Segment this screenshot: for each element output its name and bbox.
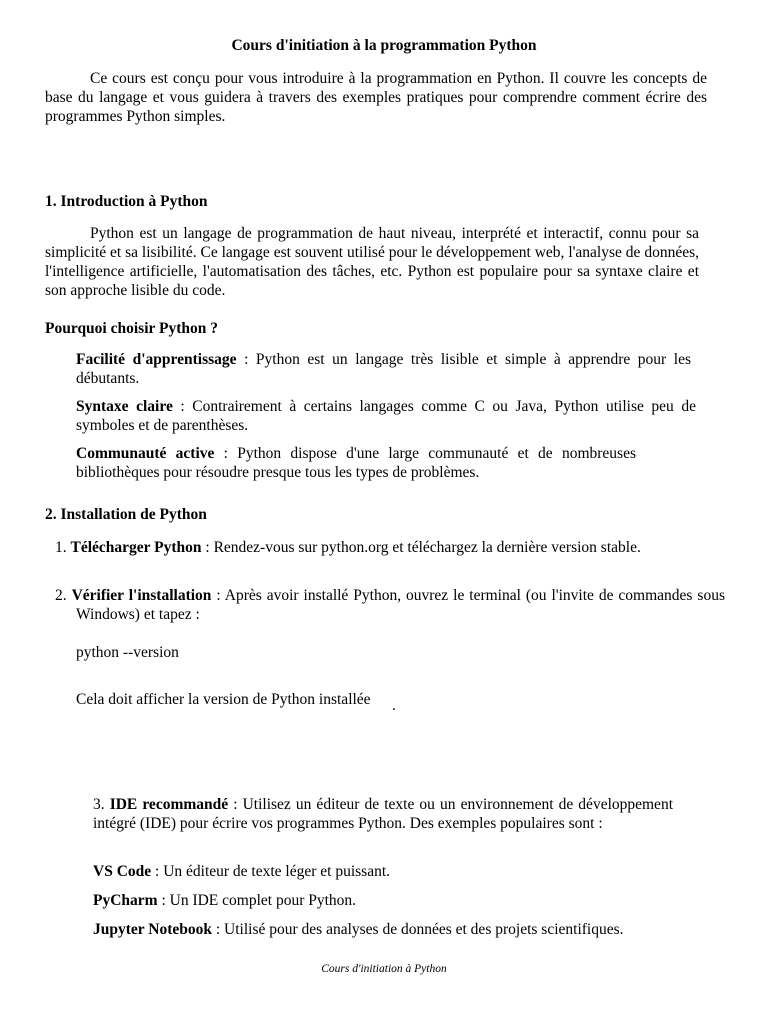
version-result-text: Cela doit afficher la version de Python installée (76, 691, 371, 708)
reason-text: : Python est un langage très lisible et simple à apprendre pour les débutants. (76, 351, 691, 387)
page-footer: Cours d'initiation à Python (321, 963, 447, 975)
ide-item (93, 920, 673, 939)
install-step (55, 538, 723, 557)
ide-term: VS Code (93, 863, 152, 880)
reason-term: Facilité d'apprentissage (76, 351, 237, 368)
step-number: 3. (93, 796, 105, 813)
install-step (93, 795, 673, 833)
reason-text: : Contrairement à certains langages comme C ou Java, Python utilise peu de symboles et de parenthèses. (76, 398, 696, 434)
install-step (55, 586, 725, 624)
document-title: Cours d'initiation à la programmation Python (231, 37, 537, 54)
why-python-heading: Pourquoi choisir Python ? (45, 320, 218, 337)
ide-text: : Un éditeur de texte léger et puissant. (151, 863, 391, 880)
step-number: 1. (55, 539, 67, 556)
reason-term: Syntaxe claire (76, 398, 173, 415)
version-result-period: . (392, 697, 396, 714)
step-text: : Rendez-vous sur python.org et téléchargez la dernière version stable. (201, 539, 641, 556)
version-command: python --version (76, 644, 179, 661)
ide-item (93, 891, 673, 910)
reason-term: Communauté active (76, 445, 215, 462)
ide-text: : Utilisé pour des analyses de données et des projets scientifiques. (211, 921, 624, 938)
section2-heading: 2. Installation de Python (45, 506, 207, 523)
step-term: Vérifier l'installation (71, 587, 212, 604)
step-text: : Après avoir installé Python, ouvrez le terminal (ou l'invite de commandes sous Windows) et tapez : (76, 587, 725, 623)
ide-term: Jupyter Notebook (93, 921, 212, 938)
ide-term: PyCharm (93, 892, 158, 909)
section1-paragraph: Python est un langage de programmation de haut niveau, interprété et interactif, connu pour sa simplicité et sa lisibilité. Ce langage est souvent utilisé pour le développement web, l'analyse de données, l'intelligence artificielle, l'automatisation des tâches, etc. Python est populaire pour sa syntaxe claire et son approche lisible du code. (45, 225, 699, 299)
reason-item (76, 397, 696, 435)
step-number: 2. (55, 587, 67, 604)
step-term: IDE recommandé (109, 796, 229, 813)
step-text: : Utilisez un éditeur de texte ou un environnement de développement intégré (IDE) pour écrire vos programmes Python. Des exemples populaires sont : (93, 796, 673, 832)
reason-item (76, 350, 691, 388)
section1-heading: 1. Introduction à Python (45, 193, 208, 210)
reason-item (76, 444, 636, 482)
step-term: Télécharger Python (70, 539, 202, 556)
intro-paragraph: Ce cours est conçu pour vous introduire à la programmation en Python. Il couvre les concepts de base du langage et vous guidera à travers des exemples pratiques pour comprendre comment écrire des programmes Python simples. (45, 70, 707, 125)
ide-item (93, 862, 673, 881)
reason-text: : Python dispose d'une large communauté et de nombreuses bibliothèques pour résoudre presque tous les types de problèmes. (76, 445, 636, 481)
ide-text: : Un IDE complet pour Python. (157, 892, 357, 909)
